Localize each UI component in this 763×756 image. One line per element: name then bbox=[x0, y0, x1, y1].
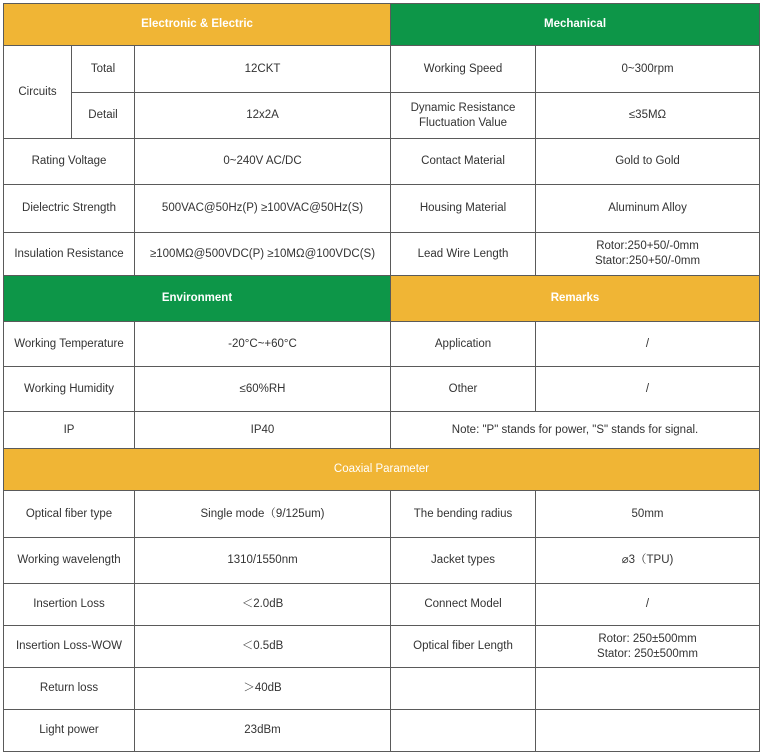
jacket-types-value: ⌀3（TPU) bbox=[536, 538, 760, 584]
table-row bbox=[4, 322, 760, 367]
section-header-row bbox=[4, 276, 760, 322]
working-humidity-value: ≤60%RH bbox=[135, 367, 391, 412]
circuits-total-label: Total bbox=[72, 46, 135, 93]
dielectric-strength-value: 500VAC@50Hz(P) ≥100VAC@50Hz(S) bbox=[135, 185, 391, 233]
bending-radius-label: The bending radius bbox=[391, 491, 536, 538]
section-environment: Environment bbox=[4, 276, 391, 322]
insulation-resistance-label: Insulation Resistance bbox=[4, 233, 135, 276]
empty-cell bbox=[391, 668, 536, 710]
section-electronic-electric: Electronic & Electric bbox=[4, 4, 391, 46]
optical-fiber-type-label: Optical fiber type bbox=[4, 491, 135, 538]
optical-fiber-length-rotor: Rotor: 250±500mm bbox=[598, 632, 697, 645]
dynamic-resistance-label-line-1: Dynamic Resistance bbox=[410, 101, 516, 114]
table-row bbox=[4, 233, 760, 276]
housing-material-label: Housing Material bbox=[391, 185, 536, 233]
housing-material-value: Aluminum Alloy bbox=[536, 185, 760, 233]
dynamic-resistance-value: ≤35MΩ bbox=[536, 93, 760, 139]
working-speed-value: 0~300rpm bbox=[536, 46, 760, 93]
ip-value: IP40 bbox=[135, 412, 391, 449]
application-label: Application bbox=[391, 322, 536, 367]
lead-wire-length-stator: Stator:250+50/-0mm bbox=[594, 255, 701, 267]
rating-voltage-label: Rating Voltage bbox=[4, 139, 135, 185]
dynamic-resistance-label-line-2: Fluctuation Value bbox=[419, 116, 508, 129]
table-row bbox=[4, 668, 760, 710]
ip-label: IP bbox=[4, 412, 135, 449]
table-row bbox=[4, 139, 760, 185]
table-row bbox=[4, 538, 760, 584]
section-header-row bbox=[4, 4, 760, 46]
section-remarks: Remarks bbox=[391, 276, 760, 322]
return-loss-label: Return loss bbox=[4, 668, 135, 710]
table-row bbox=[4, 584, 760, 626]
circuits-detail-value: 12x2A bbox=[135, 93, 391, 139]
light-power-value: 23dBm bbox=[135, 710, 391, 752]
light-power-label: Light power bbox=[4, 710, 135, 752]
table-row bbox=[4, 367, 760, 412]
table-row bbox=[4, 710, 760, 752]
optical-fiber-length-value bbox=[536, 626, 760, 668]
dielectric-strength-label: Dielectric Strength bbox=[4, 185, 135, 233]
table-row bbox=[4, 491, 760, 538]
lead-wire-length-label: Lead Wire Length bbox=[391, 233, 536, 276]
insertion-loss-wow-value: ＜0.5dB bbox=[135, 626, 391, 668]
table-row bbox=[4, 93, 760, 139]
table-row bbox=[4, 626, 760, 668]
circuits-label: Circuits bbox=[4, 46, 72, 139]
bending-radius-value: 50mm bbox=[536, 491, 760, 538]
working-temperature-label: Working Temperature bbox=[4, 322, 135, 367]
empty-cell bbox=[536, 710, 760, 752]
working-temperature-value: -20°C~+60°C bbox=[135, 322, 391, 367]
connect-model-label: Connect Model bbox=[391, 584, 536, 626]
table-row bbox=[4, 412, 760, 449]
optical-fiber-length-label: Optical fiber Length bbox=[391, 626, 536, 668]
return-loss-value: ＞40dB bbox=[135, 668, 391, 710]
lead-wire-length-rotor: Rotor:250+50/-0mm bbox=[596, 240, 699, 252]
insertion-loss-wow-label: Insertion Loss-WOW bbox=[4, 626, 135, 668]
other-value: / bbox=[536, 367, 760, 412]
connect-model-value: / bbox=[536, 584, 760, 626]
section-coaxial-parameter: Coaxial Parameter bbox=[4, 449, 760, 491]
insertion-loss-value: ＜2.0dB bbox=[135, 584, 391, 626]
insulation-resistance-value: ≥100MΩ@500VDC(P) ≥10MΩ@100VDC(S) bbox=[135, 233, 391, 276]
empty-cell bbox=[391, 710, 536, 752]
optical-fiber-length-stator: Stator: 250±500mm bbox=[597, 647, 698, 660]
other-label: Other bbox=[391, 367, 536, 412]
dynamic-resistance-label bbox=[391, 93, 536, 139]
optical-fiber-type-value: Single mode（9/125um) bbox=[135, 491, 391, 538]
working-wavelength-value: 1310/1550nm bbox=[135, 538, 391, 584]
section-mechanical: Mechanical bbox=[391, 4, 760, 46]
working-humidity-label: Working Humidity bbox=[4, 367, 135, 412]
circuits-total-value: 12CKT bbox=[135, 46, 391, 93]
circuits-detail-label: Detail bbox=[72, 93, 135, 139]
table-row bbox=[4, 185, 760, 233]
empty-cell bbox=[536, 668, 760, 710]
contact-material-label: Contact Material bbox=[391, 139, 536, 185]
application-value: / bbox=[536, 322, 760, 367]
section-header-row bbox=[4, 449, 760, 491]
rating-voltage-value: 0~240V AC/DC bbox=[135, 139, 391, 185]
insertion-loss-label: Insertion Loss bbox=[4, 584, 135, 626]
contact-material-value: Gold to Gold bbox=[536, 139, 760, 185]
power-signal-note: Note: "P" stands for power, "S" stands for signal. bbox=[391, 412, 760, 449]
lead-wire-length-value bbox=[536, 233, 760, 276]
spec-table bbox=[3, 3, 760, 752]
table-row bbox=[4, 46, 760, 93]
working-wavelength-label: Working wavelength bbox=[4, 538, 135, 584]
working-speed-label: Working Speed bbox=[391, 46, 536, 93]
jacket-types-label: Jacket types bbox=[391, 538, 536, 584]
